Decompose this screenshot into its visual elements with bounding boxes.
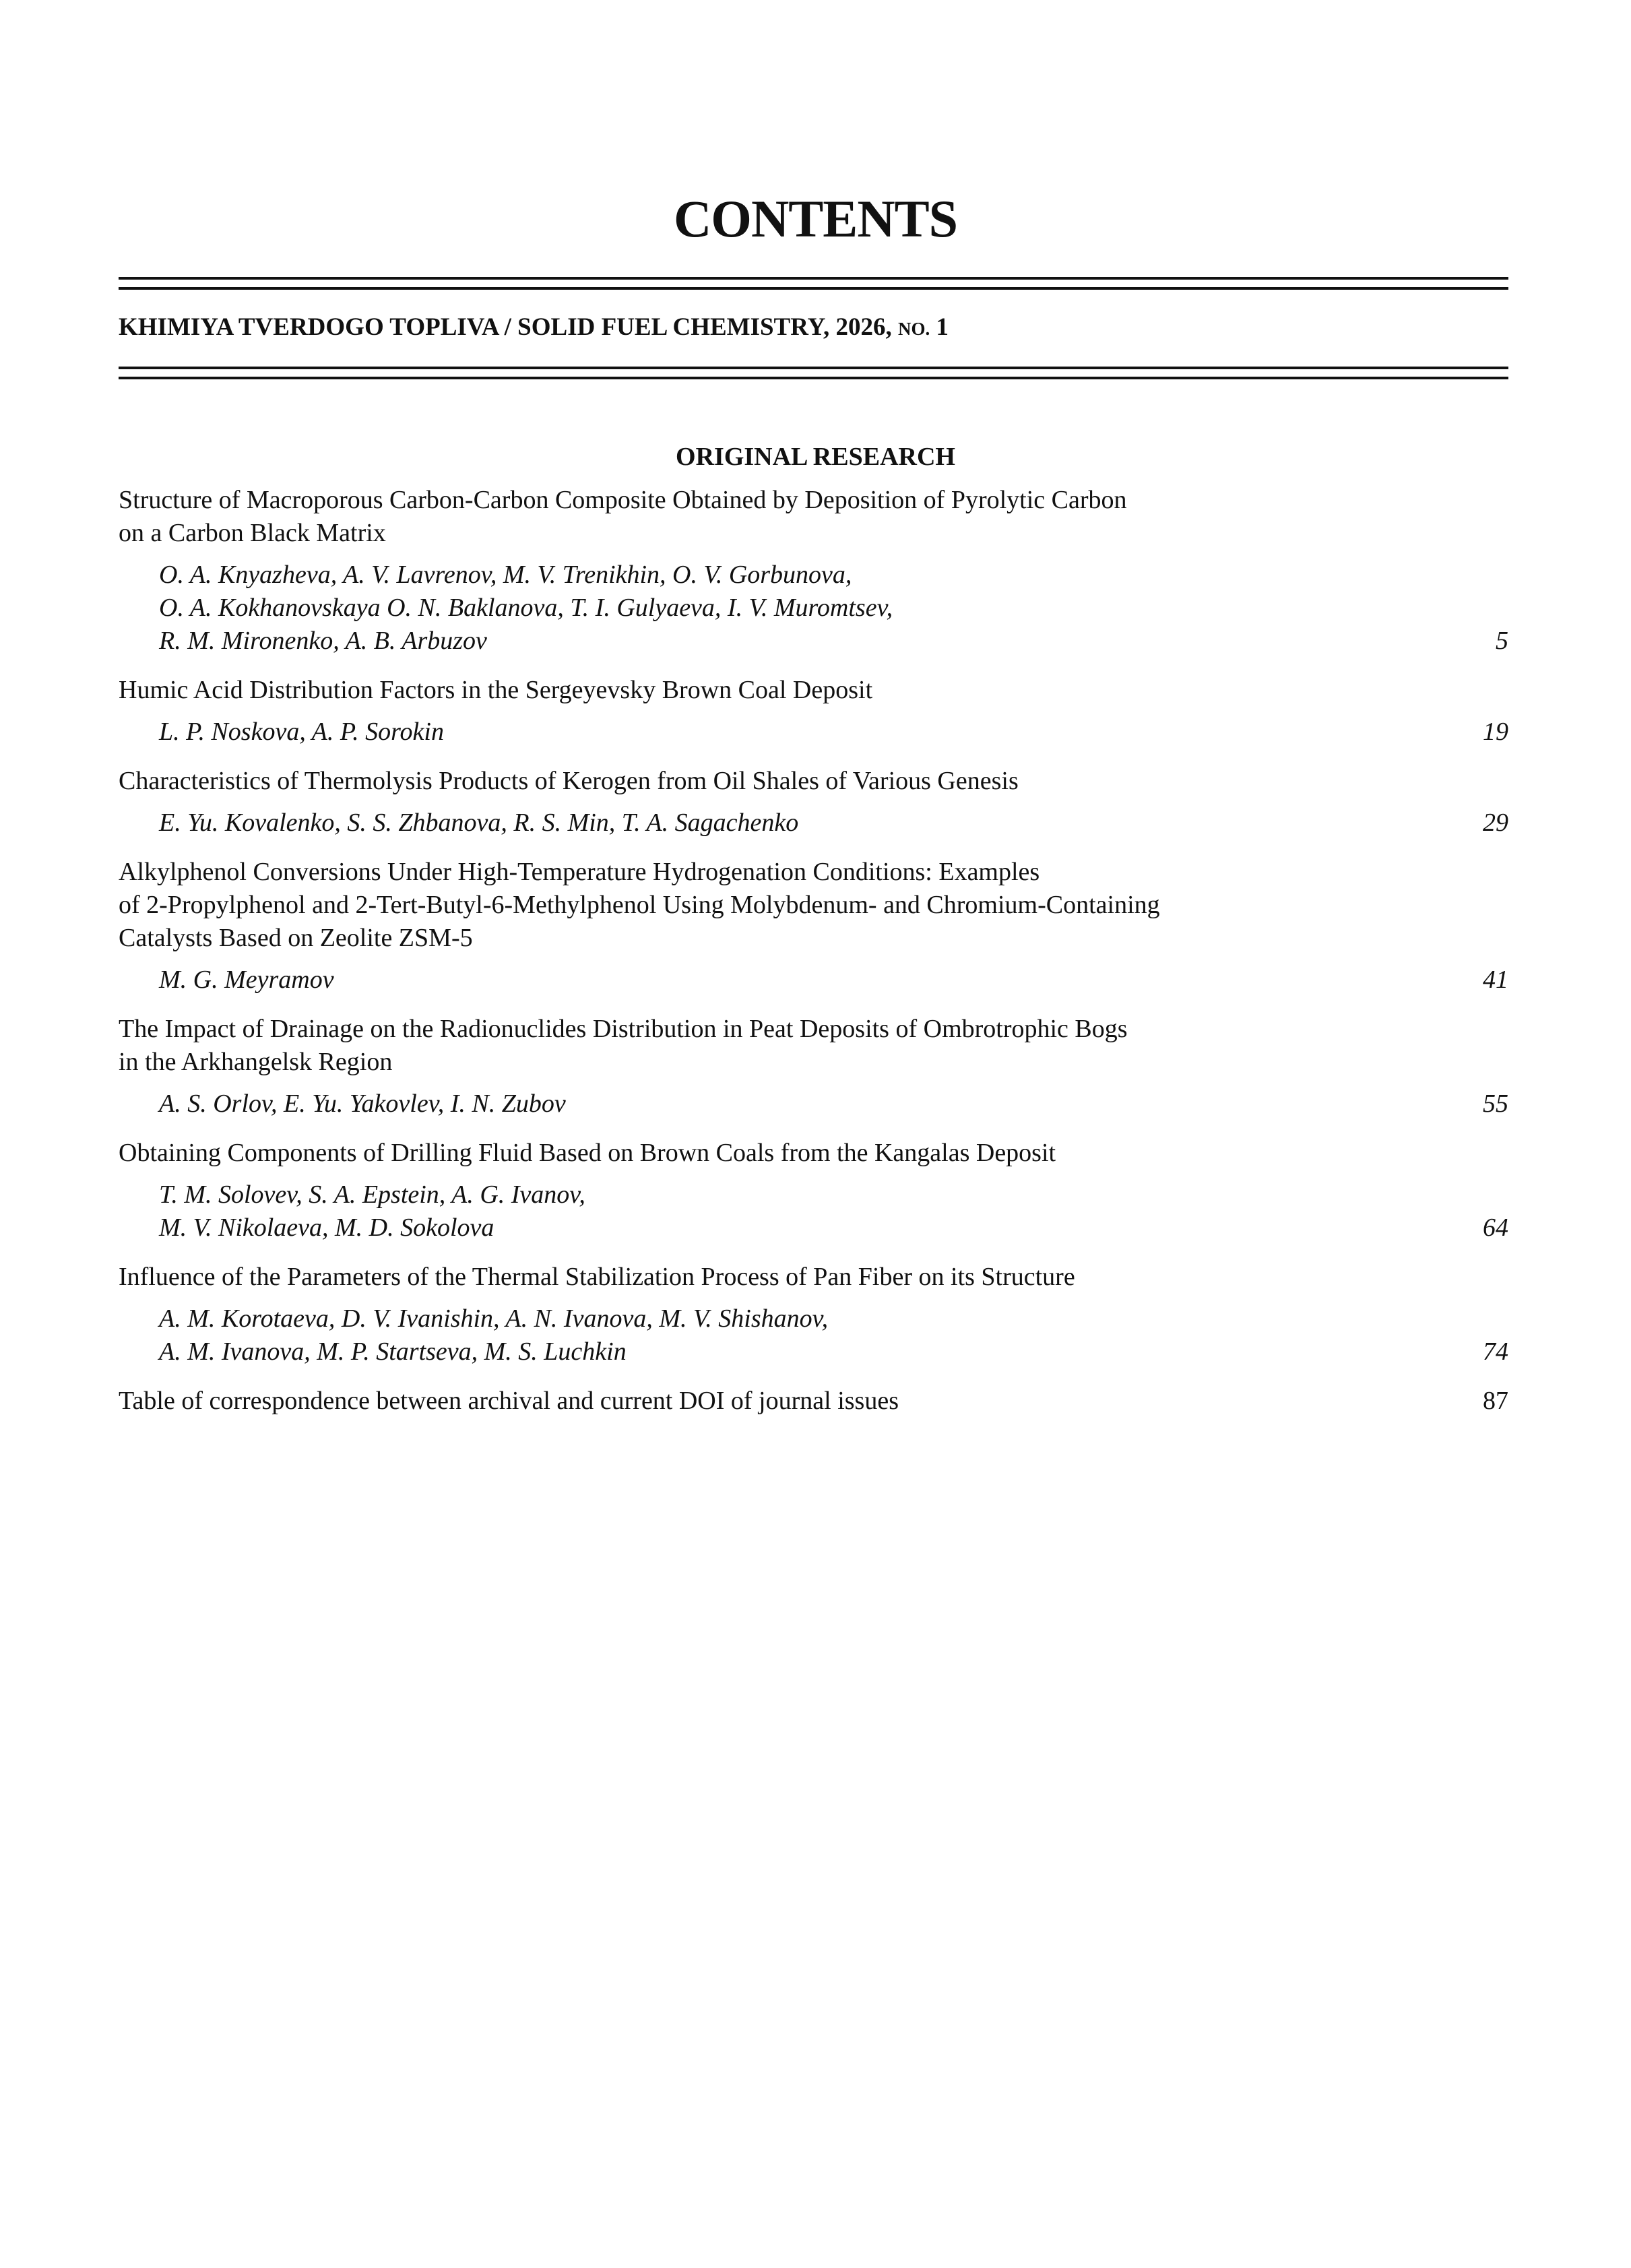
author-line: A. M. Korotaeva, D. V. Ivanishin, A. N. Ivanova, M. V. Shishanov, bbox=[159, 1304, 829, 1333]
issue-label: NO. bbox=[897, 319, 930, 339]
article-authors bbox=[119, 1302, 1508, 1368]
journal-line bbox=[119, 313, 949, 342]
author-line: M. G. Meyramov bbox=[159, 966, 334, 994]
article-title-line[interactable]: on a Carbon Black Matrix bbox=[119, 519, 386, 547]
toc-entry[interactable] bbox=[119, 1013, 1508, 1121]
page-title: CONTENTS bbox=[673, 189, 958, 248]
author-line: O. A. Knyazheva, A. V. Lavrenov, M. V. Trenikhin, O. V. Gorbunova, bbox=[159, 561, 852, 589]
divider bbox=[119, 377, 1508, 379]
divider bbox=[119, 287, 1508, 290]
article-title[interactable] bbox=[119, 856, 1372, 955]
author-line: R. M. Mironenko, A. B. Arbuzov bbox=[159, 627, 487, 655]
page-number: 29 bbox=[1483, 809, 1508, 837]
article-title[interactable] bbox=[119, 674, 1372, 707]
author-line: E. Yu. Kovalenko, S. S. Zhbanova, R. S. Min, T. A. Sagachenko bbox=[159, 809, 799, 837]
page-number: 55 bbox=[1483, 1090, 1508, 1118]
article-title[interactable] bbox=[119, 1137, 1372, 1170]
toc-entry[interactable] bbox=[119, 856, 1508, 997]
article-title-line[interactable]: Characteristics of Thermolysis Products of Kerogen from Oil Shales of Various Genesis bbox=[119, 767, 1019, 795]
article-title-line[interactable]: Humic Acid Distribution Factors in the Sergeyevsky Brown Coal Deposit bbox=[119, 676, 873, 704]
article-title-line[interactable]: of 2-Propylphenol and 2-Tert-Butyl-6-Methylphenol Using Molybdenum- and Chromium-Containing bbox=[119, 891, 1160, 919]
section-heading: ORIGINAL RESEARCH bbox=[676, 443, 955, 471]
article-title-line[interactable]: The Impact of Drainage on the Radionuclides Distribution in Peat Deposits of Ombrotrophic Bogs bbox=[119, 1015, 1128, 1043]
article-title[interactable] bbox=[119, 1261, 1372, 1294]
author-line: L. P. Noskova, A. P. Sorokin bbox=[159, 718, 444, 746]
article-authors bbox=[119, 807, 1508, 840]
toc-entry[interactable] bbox=[119, 1385, 1508, 1418]
article-title[interactable]: Table of correspondence between archival and current DOI of journal issues bbox=[119, 1387, 899, 1415]
journal-name: KHIMIYA TVERDOGO TOPLIVA / SOLID FUEL CHEMISTRY, 2026, bbox=[119, 313, 892, 341]
table-of-contents bbox=[119, 484, 1508, 1434]
toc-entry[interactable] bbox=[119, 1261, 1508, 1368]
divider bbox=[119, 367, 1508, 369]
article-title-line[interactable]: Obtaining Components of Drilling Fluid Based on Brown Coals from the Kangalas Deposit bbox=[119, 1139, 1056, 1167]
issue-number: 1 bbox=[936, 313, 949, 341]
page-number: 19 bbox=[1483, 718, 1508, 746]
article-title-line[interactable]: Influence of the Parameters of the Thermal Stabilization Process of Pan Fiber on its Structure bbox=[119, 1263, 1075, 1291]
author-line: T. M. Solovev, S. A. Epstein, A. G. Ivanov, bbox=[159, 1180, 585, 1209]
article-title-line[interactable]: Alkylphenol Conversions Under High-Temperature Hydrogenation Conditions: Examples bbox=[119, 858, 1040, 886]
author-line: M. V. Nikolaeva, M. D. Sokolova bbox=[159, 1214, 494, 1242]
page-number: 64 bbox=[1483, 1214, 1508, 1242]
page-number: 5 bbox=[1496, 627, 1508, 655]
author-line: A. M. Ivanova, M. P. Startseva, M. S. Luchkin bbox=[159, 1337, 627, 1366]
toc-entry[interactable] bbox=[119, 765, 1508, 840]
author-line: A. S. Orlov, E. Yu. Yakovlev, I. N. Zubov bbox=[159, 1090, 566, 1118]
article-authors bbox=[119, 964, 1508, 997]
article-title[interactable] bbox=[119, 765, 1372, 798]
article-title[interactable] bbox=[119, 484, 1372, 550]
divider bbox=[119, 277, 1508, 280]
author-line: O. A. Kokhanovskaya O. N. Baklanova, T. I. Gulyaeva, I. V. Muromtsev, bbox=[159, 594, 893, 622]
article-authors bbox=[119, 716, 1508, 749]
toc-entry[interactable] bbox=[119, 1137, 1508, 1245]
article-title-line[interactable]: Catalysts Based on Zeolite ZSM-5 bbox=[119, 924, 473, 952]
toc-entry[interactable] bbox=[119, 484, 1508, 658]
article-authors bbox=[119, 1088, 1508, 1121]
page-number: 74 bbox=[1483, 1337, 1508, 1366]
article-authors bbox=[119, 559, 1508, 658]
article-title-line[interactable]: Structure of Macroporous Carbon-Carbon Composite Obtained by Deposition of Pyrolytic Carbon bbox=[119, 486, 1127, 514]
article-authors bbox=[119, 1178, 1508, 1245]
page-number: 41 bbox=[1483, 966, 1508, 994]
page-number: 87 bbox=[1483, 1387, 1508, 1415]
toc-entry[interactable] bbox=[119, 674, 1508, 749]
article-title[interactable] bbox=[119, 1013, 1372, 1079]
article-title-line[interactable]: in the Arkhangelsk Region bbox=[119, 1048, 393, 1076]
